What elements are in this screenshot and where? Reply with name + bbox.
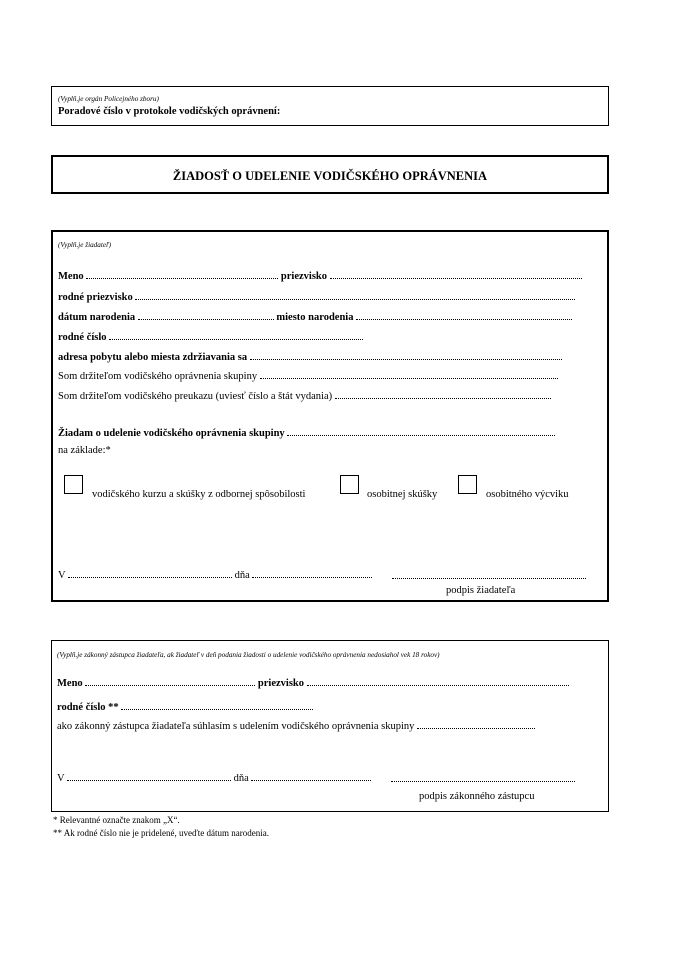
rep-meno-label: Meno	[57, 678, 83, 689]
applicant-note: (Vyplň.je žiadateľ)	[58, 241, 112, 249]
datum-narodenia-label: dátum narodenia	[58, 312, 136, 323]
option-vycvik-label: osobitného výcviku	[486, 489, 569, 500]
rep-place-date-row	[57, 771, 371, 785]
rep-rodne-cislo-label: rodné číslo **	[57, 702, 119, 713]
drzitel-skupiny-label: Som držiteľom vodičského oprávnenia skupiny	[58, 371, 258, 382]
name-row	[58, 269, 582, 283]
rep-signature-label: podpis zákonného zástupcu	[419, 791, 535, 802]
rep-rodne-cislo-field[interactable]	[121, 700, 313, 710]
ziadam-field[interactable]	[287, 426, 555, 436]
v-label: V	[58, 570, 66, 581]
footnote-1: * Relevantné označte znakom „X“.	[53, 815, 180, 825]
priezvisko-label: priezvisko	[280, 271, 328, 282]
ziadam-label: Žiadam o udelenie vodičského oprávnenia skupiny	[58, 428, 285, 439]
rep-name-row	[57, 676, 569, 690]
title-box	[51, 155, 609, 194]
applicant-box	[51, 230, 609, 602]
miesto-narodenia-field[interactable]	[356, 310, 572, 320]
meno-field[interactable]	[86, 269, 278, 279]
consent-label: ako zákonný zástupca žiadateľa súhlasím s udelením vodičského oprávnenia skupiny	[57, 721, 415, 732]
rep-v-label: V	[57, 773, 65, 784]
protocol-number-label: Poradové číslo v protokole vodičských oprávnení:	[58, 106, 281, 117]
rep-rodne-cislo-row	[57, 700, 313, 714]
option-vycvik-checkbox[interactable]	[458, 475, 477, 494]
rodne-cislo-label: rodné číslo	[58, 332, 107, 343]
representative-box	[51, 640, 609, 812]
rep-signature-line[interactable]	[391, 772, 575, 782]
footnote-2: ** Ak rodné číslo nie je pridelené, uveďte dátum narodenia.	[53, 828, 269, 838]
rep-priezvisko-field[interactable]	[307, 676, 569, 686]
rep-meno-field[interactable]	[85, 676, 255, 686]
priezvisko-field[interactable]	[330, 269, 582, 279]
datum-narodenia-field[interactable]	[138, 310, 274, 320]
option-kurz-checkbox[interactable]	[64, 475, 83, 494]
dna-label: dňa	[234, 570, 250, 581]
rodne-priezvisko-label: rodné priezvisko	[58, 292, 133, 303]
birth-surname-row	[58, 290, 575, 304]
dna-field[interactable]	[252, 568, 372, 578]
na-zaklade-label: na základe:*	[58, 445, 111, 456]
drzitel-preukazu-field[interactable]	[335, 389, 551, 399]
representative-note: (Vyplň.je zákonný zástupca žiadateľa, ak žiadateľ v deň podania žiadosti o udelenie vodičského oprávnenia nedosiahol vek 18 rokov)	[57, 651, 440, 659]
request-row	[58, 426, 555, 440]
consent-row	[57, 719, 535, 733]
rodne-cislo-field[interactable]	[109, 330, 363, 340]
licence-group-row	[58, 369, 558, 383]
option-skuska-label: osobitnej skúšky	[367, 489, 438, 500]
consent-field[interactable]	[417, 719, 535, 729]
address-row	[58, 350, 562, 364]
rodne-priezvisko-field[interactable]	[135, 290, 575, 300]
drzitel-preukazu-label: Som držiteľom vodičského preukazu (uviesť číslo a štát vydania)	[58, 391, 333, 402]
adresa-label: adresa pobytu alebo miesta zdržiavania sa	[58, 352, 248, 363]
police-box	[51, 86, 609, 126]
page-title: ŽIADOSŤ O UDELENIE VODIČSKÉHO OPRÁVNENIA	[172, 169, 488, 183]
rep-v-field[interactable]	[67, 771, 231, 781]
meno-label: Meno	[58, 271, 84, 282]
drzitel-skupiny-field[interactable]	[260, 369, 558, 379]
signature-line[interactable]	[392, 569, 586, 579]
option-skuska-checkbox[interactable]	[340, 475, 359, 494]
adresa-field[interactable]	[250, 350, 562, 360]
place-date-row	[58, 568, 372, 582]
option-kurz-label: vodičského kurzu a skúšky z odbornej spôsobilosti	[92, 489, 306, 500]
rep-priezvisko-label: priezvisko	[257, 678, 305, 689]
miesto-narodenia-label: miesto narodenia	[276, 312, 354, 323]
rodne-cislo-row	[58, 330, 363, 344]
rep-dna-label: dňa	[233, 773, 249, 784]
birth-row	[58, 310, 572, 324]
licence-card-row	[58, 389, 551, 403]
v-field[interactable]	[68, 568, 232, 578]
police-note: (Vyplň.je orgán Policejného zboru)	[58, 95, 159, 103]
signature-label: podpis žiadateľa	[446, 585, 516, 596]
rep-dna-field[interactable]	[251, 771, 371, 781]
